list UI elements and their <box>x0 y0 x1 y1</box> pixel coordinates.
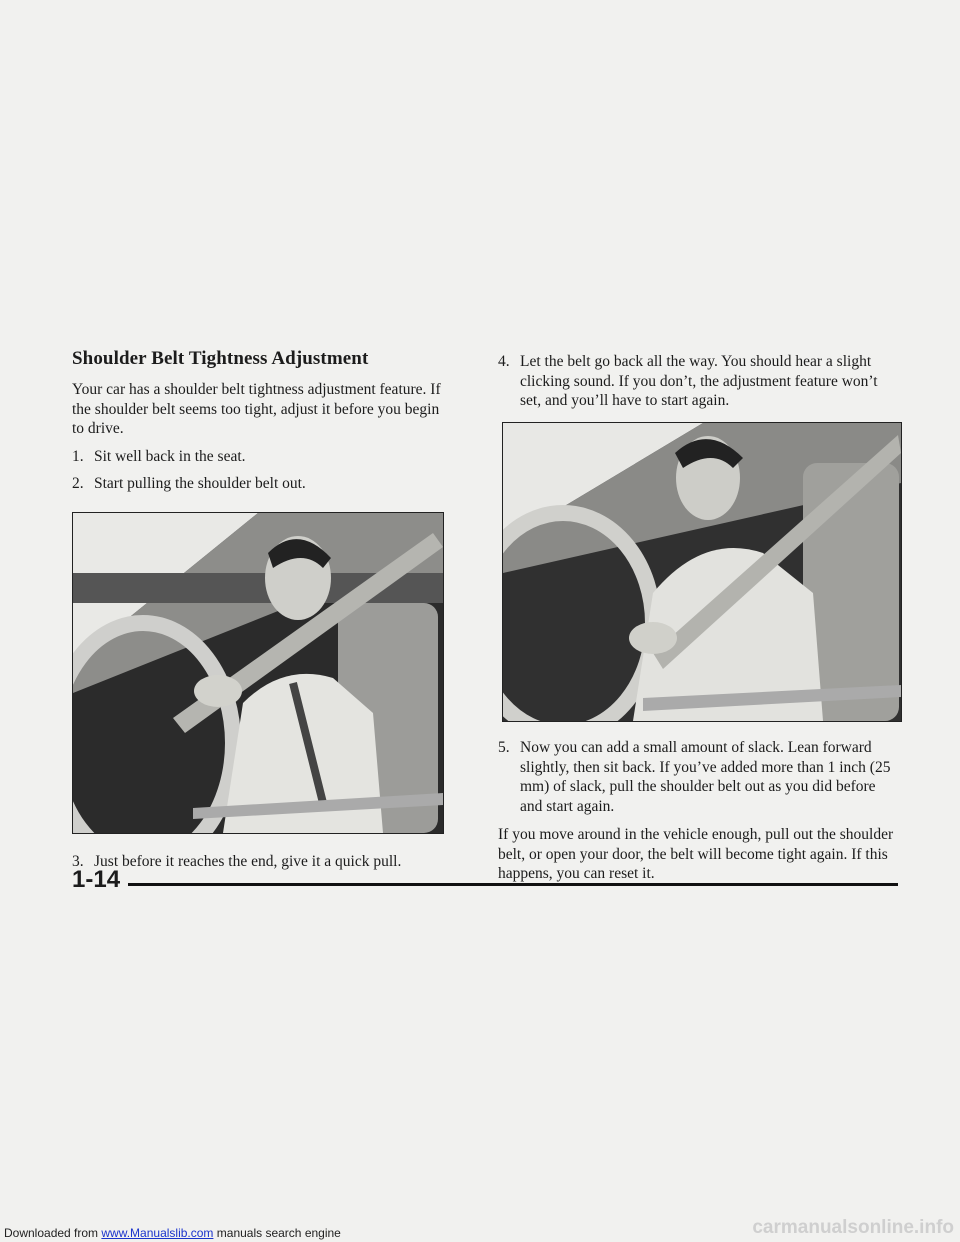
right-column <box>498 352 898 411</box>
step-number: 5. <box>498 739 510 756</box>
step-1 <box>72 447 452 467</box>
step-3 <box>72 852 462 872</box>
step-text: Start pulling the shoulder belt out. <box>94 475 306 492</box>
step-text: Let the belt go back all the way. You should hear a slight clicking sound. If you don’t, the adjustment feature won’t set, and you’ll have to start again. <box>520 353 878 409</box>
step-number: 2. <box>72 475 84 492</box>
illustration-belt-retracting <box>502 422 902 722</box>
illustration-pulling-belt <box>72 512 444 834</box>
right-bottom <box>498 738 898 884</box>
step-number: 4. <box>498 353 510 370</box>
step-2 <box>72 474 452 494</box>
section-title: Shoulder Belt Tightness Adjustment <box>72 348 369 369</box>
closing-paragraph: If you move around in the vehicle enough, pull out the shoulder belt, or open your door, the belt will become tight again. If this happens, you can reset it. <box>498 826 894 882</box>
step-text: Just before it reaches the end, give it a quick pull. <box>94 853 402 870</box>
watermark: carmanualsonline.info <box>752 1217 954 1238</box>
footer-rule <box>128 883 898 886</box>
download-suffix: manuals search engine <box>213 1226 341 1240</box>
step-text: Sit well back in the seat. <box>94 447 246 465</box>
intro-paragraph: Your car has a shoulder belt tightness adjustment feature. If the shoulder belt seems too tight, adjust it before you begin to drive. <box>72 381 441 437</box>
download-prefix: Downloaded from <box>4 1226 102 1240</box>
manualslib-link[interactable]: www.Manualslib.com <box>101 1226 214 1240</box>
page-number: 1-14 <box>72 866 121 893</box>
step-4 <box>498 352 898 411</box>
step-number: 1. <box>72 447 84 465</box>
download-footer <box>4 1226 341 1240</box>
step-text: Now you can add a small amount of slack. Lean forward slightly, then sit back. If you’ve added more than 1 inch (25 mm) of slack, pull the shoulder belt out as you did before and start again. <box>520 739 891 815</box>
left-column <box>72 348 452 494</box>
left-bottom <box>72 852 462 872</box>
step-number: 3. <box>72 853 84 870</box>
step-5 <box>498 738 898 816</box>
